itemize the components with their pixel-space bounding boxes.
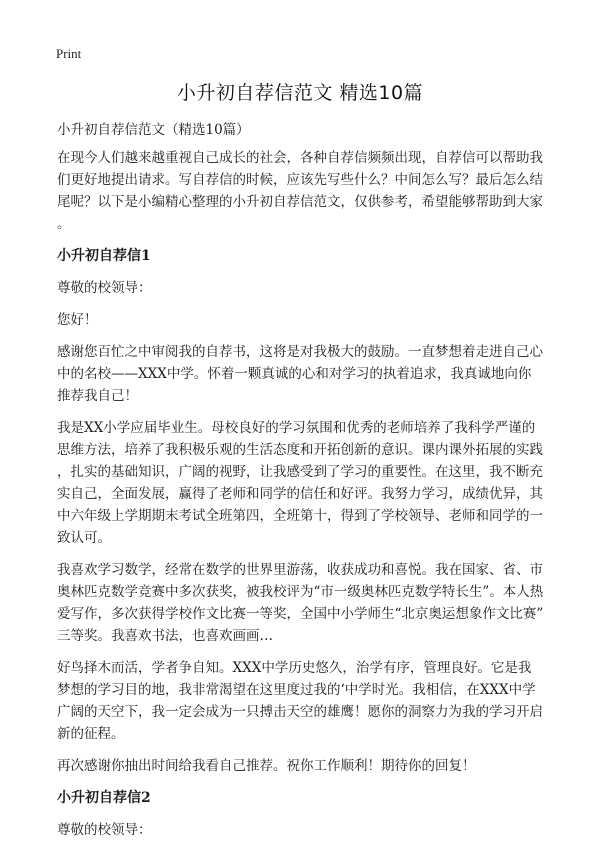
text-line: 爱写作，多次获得学校作文比赛一等奖，全国中小学师生“北京奥运想象作文比赛”	[57, 606, 544, 622]
salutation: 尊敬的校领导：	[57, 280, 152, 296]
text-line: 们更好地提出请求。写自荐信的时候，应该先写些什么？中间怎么写？最后怎么结	[57, 172, 543, 188]
document-body	[57, 119, 555, 851]
section-heading-letter-1: 小升初自荐信1	[57, 248, 151, 264]
print-link[interactable]: Print	[56, 46, 82, 61]
text-line: 我喜欢学习数学，经常在数学的世界里游荡，收获成功和喜悦。我在国家、省、市	[57, 562, 543, 578]
text-line: 新的征程。	[57, 726, 125, 742]
letter-paragraph	[57, 341, 555, 407]
text-line: ，扎实的基础知识，广阔的视野，让我感受到了学习的重要性。在这里，我不断充	[57, 464, 543, 480]
text-line: 梦想的学习目的地，我非常渴望在这里度过我的‘中学时光。我相信，在XXX中学	[57, 682, 536, 698]
closing-paragraph: 再次感谢你抽出时间给我看自己推荐。祝你工作顺利！期待你的回复！	[57, 758, 476, 774]
page-title: 小升初自荐信范文 精选10篇	[176, 82, 424, 104]
letter-paragraph	[57, 559, 555, 647]
text-line: 我是XX小学应届毕业生。母校良好的学习氛围和优秀的老师培养了我科学严谨的	[57, 420, 536, 436]
text-line: 实自己，全面发展，赢得了老师和同学的信任和好评。我努力学习，成绩优异，其	[57, 486, 543, 502]
document-subtitle: 小升初自荐信范文（精选10篇）	[57, 122, 250, 138]
text-line: 推荐我自己！	[57, 388, 138, 404]
text-line: 尾呢？以下是小编精心整理的小升初自荐信范文，仅供参考，希望能够帮助到大家	[57, 194, 543, 210]
text-line: 在现今人们越来越重视自己成长的社会，各种自荐信频频出现，自荐信可以帮助我	[57, 150, 543, 166]
text-line: 中的名校——XXX中学。怀着一颗真诚的心和对学习的执着追求，我真诚地向你	[57, 366, 532, 382]
text-line: 。	[57, 216, 71, 232]
text-line: 中六年级上学期期末考试全班第四，全班第十，得到了学校领导、老师和同学的一	[57, 508, 543, 524]
text-line: 致认可。	[57, 530, 111, 546]
greeting: 您好！	[57, 312, 98, 328]
text-line: 三等奖。我喜欢书法，也喜欢画画…	[57, 628, 273, 644]
section-heading-letter-2: 小升初自荐信2	[57, 790, 151, 806]
text-line: 广阔的天空下，我一定会成为一只搏击天空的雄鹰！愿你的洞察力为我的学习开启	[57, 704, 543, 720]
intro-paragraph	[57, 147, 555, 235]
salutation: 尊敬的校领导：	[57, 822, 152, 838]
letter-paragraph	[57, 417, 555, 549]
text-line: 好鸟择木而活，学者争自知。XXX中学历史悠久，治学有序，管理良好。它是我	[57, 660, 532, 676]
text-line: 奥林匹克数学竞赛中多次获奖，被我校评为“市一级奥林匹克数学特长生”。本人热	[57, 584, 544, 600]
text-line: 思维方法，培养了我积极乐观的生活态度和开拓创新的意识。课内课外拓展的实践	[57, 442, 543, 458]
text-line: 感谢您百忙之中审阅我的自荐书，这将是对我极大的鼓励。一直梦想着走进自己心	[57, 344, 543, 360]
letter-paragraph	[57, 657, 555, 745]
